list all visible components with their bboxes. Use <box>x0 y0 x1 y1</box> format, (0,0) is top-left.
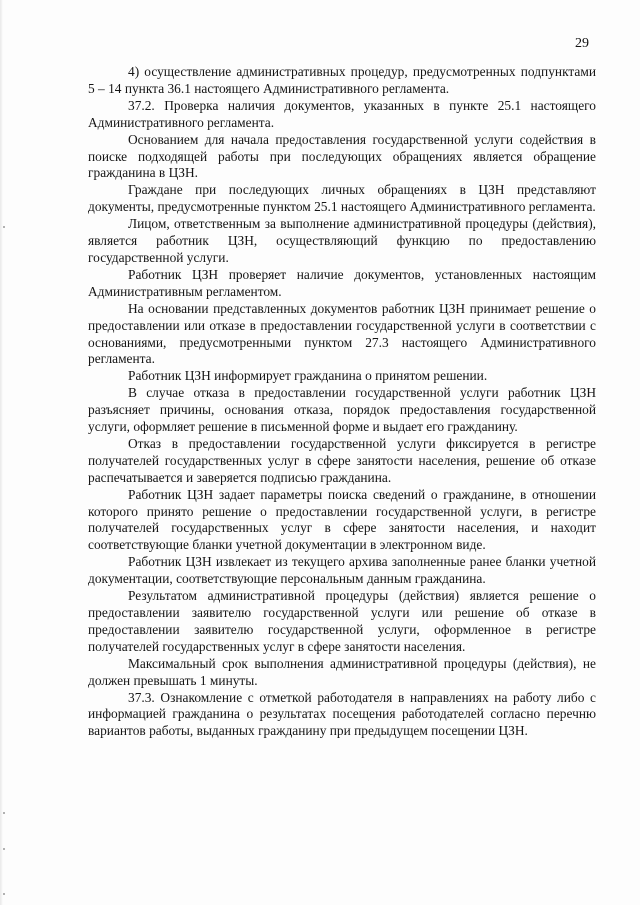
paragraph: Работник ЦЗН извлекает из текущего архива заполненные ранее бланки учетной документации, соответствующие персональным данным гражданина. <box>88 554 596 587</box>
scan-speck <box>3 812 5 814</box>
paragraph: Работник ЦЗН задает параметры поиска сведений о гражданине, в отношении которого принято решение о предоставлении государственной услуги, в регистре получателей государственных услуг в сфере занятости населения, и находит соответствующие бланки учетной документации в электронном виде. <box>88 486 596 553</box>
paragraph: 37.3. Ознакомление с отметкой работодателя в направлениях на работу либо с информацией гражданина о результатах посещения работодателей согласно перечню вариантов работы, выданных гражданину при предыдущем посещении ЦЗН. <box>88 689 596 739</box>
scan-speck <box>3 848 5 850</box>
paragraph: Основанием для начала предоставления государственной услуги содействия в поиске подходящей работы при последующих обращениях является обращение гражданина в ЦЗН. <box>88 131 596 181</box>
paragraph: На основании представленных документов работник ЦЗН принимает решение о предоставлении или отказе в предоставлении государственной услуги в соответствии с основаниями, предусмотренными пунктом 27.3 настоящего Административного регламента. <box>88 300 596 367</box>
paragraph: Результатом административной процедуры (действия) является решение о предоставлении заявителю государственной услуги или решение об отказе в предоставлении заявителю государственной услуги, оформленное в регистре получателей государственных услуг в сфере занятости населения. <box>88 588 596 654</box>
paragraph: 37.2. Проверка наличия документов, указанных в пункте 25.1 настоящего Административного регламента. <box>88 97 596 130</box>
scan-speck <box>3 893 5 895</box>
paragraph: Лицом, ответственным за выполнение административной процедуры (действия), является работник ЦЗН, осуществляющий функцию по предоставлению государственной услуги. <box>88 216 596 265</box>
paragraph: В случае отказа в предоставлении государственной услуги работник ЦЗН разъясняет причины, основания отказа, порядок предоставления государственной услуги, оформляет решение в письменной форме и выдает его гражданину. <box>88 385 596 435</box>
paragraph: Работник ЦЗН информирует гражданина о принятом решении. <box>128 368 488 384</box>
paragraph: Максимальный срок выполнения административной процедуры (действия), не должен превышать 1 минуты. <box>88 655 596 688</box>
paragraph: 4) осуществление административных процедур, предусмотренных подпунктами 5 – 14 пункта 36.1 настоящего Административного регламента. <box>88 64 596 96</box>
paragraph: Работник ЦЗН проверяет наличие документов, установленных настоящим Административным регламентом. <box>88 266 596 299</box>
document-body <box>88 64 596 740</box>
page-number: 29 <box>575 36 589 51</box>
scan-edge-shadow <box>0 0 3 905</box>
paragraph: Граждане при последующих личных обращениях в ЦЗН представляют документы, предусмотренные пунктом 25.1 настоящего Административного регламента. <box>88 182 596 215</box>
scan-speck <box>3 226 5 228</box>
paragraph: Отказ в предоставлении государственной услуги фиксируется в регистре получателей государственных услуг в сфере занятости населения, решение об отказе распечатывается и заверяется подписью гражданина. <box>88 435 596 485</box>
